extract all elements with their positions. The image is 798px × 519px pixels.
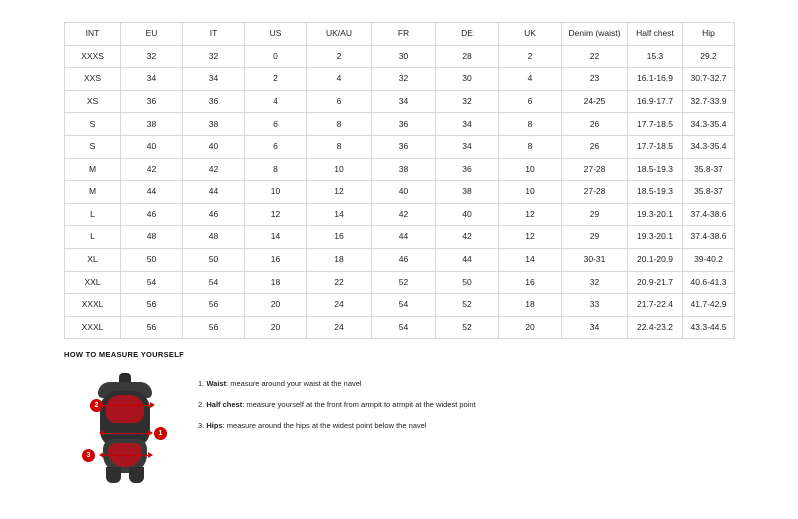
cell-uk: 2 [499, 45, 562, 68]
cell-fr: 44 [372, 226, 436, 249]
measure-instruction-term: Waist [206, 379, 227, 388]
cell-uk: 4 [499, 68, 562, 91]
cell-int: L [65, 203, 121, 226]
cell-it: 40 [183, 135, 245, 158]
cell-it: 36 [183, 90, 245, 113]
hips-arrow-right-icon [148, 452, 153, 458]
mannequin-leg-right [129, 467, 144, 483]
table-row [65, 203, 735, 226]
cell-us: 2 [245, 68, 307, 91]
cell-it: 44 [183, 181, 245, 204]
cell-eu: 46 [121, 203, 183, 226]
measure-instruction-number: 1. [198, 379, 205, 388]
swimsuit-top [106, 395, 144, 423]
size-chart-table [64, 22, 735, 339]
cell-denim: 34 [562, 316, 628, 339]
cell-denim: 29 [562, 203, 628, 226]
cell-half-chest: 22.4-23.2 [628, 316, 683, 339]
column-header-it: IT [183, 23, 245, 46]
table-row [65, 294, 735, 317]
cell-uk: 10 [499, 181, 562, 204]
mannequin-leg-left [106, 467, 121, 483]
measure-instruction-hips [198, 421, 476, 430]
cell-half-chest: 17.7-18.5 [628, 135, 683, 158]
cell-denim: 22 [562, 45, 628, 68]
cell-eu: 40 [121, 135, 183, 158]
cell-hip: 37.4-38.6 [683, 203, 735, 226]
cell-int: XXS [65, 68, 121, 91]
cell-us: 18 [245, 271, 307, 294]
cell-fr: 54 [372, 294, 436, 317]
cell-de: 36 [436, 158, 499, 181]
cell-half-chest: 16.9-17.7 [628, 90, 683, 113]
cell-us: 14 [245, 226, 307, 249]
cell-uk: 14 [499, 248, 562, 271]
measure-badge-1: 1 [154, 427, 167, 440]
cell-half-chest: 21.7-22.4 [628, 294, 683, 317]
column-header-uk-au: UK/AU [307, 23, 372, 46]
table-row [65, 316, 735, 339]
cell-int: S [65, 135, 121, 158]
cell-de: 50 [436, 271, 499, 294]
cell-fr: 54 [372, 316, 436, 339]
cell-it: 56 [183, 316, 245, 339]
cell-eu: 42 [121, 158, 183, 181]
cell-uk-au: 14 [307, 203, 372, 226]
cell-int: XXL [65, 271, 121, 294]
cell-eu: 44 [121, 181, 183, 204]
cell-hip: 34.3-35.4 [683, 113, 735, 136]
table-row [65, 248, 735, 271]
mannequin-illustration [64, 369, 184, 489]
cell-us: 0 [245, 45, 307, 68]
cell-it: 48 [183, 226, 245, 249]
table-row [65, 45, 735, 68]
cell-uk-au: 18 [307, 248, 372, 271]
cell-uk-au: 10 [307, 158, 372, 181]
table-row [65, 90, 735, 113]
cell-denim: 23 [562, 68, 628, 91]
cell-half-chest: 20.9-21.7 [628, 271, 683, 294]
cell-fr: 42 [372, 203, 436, 226]
cell-denim: 32 [562, 271, 628, 294]
cell-half-chest: 15.3 [628, 45, 683, 68]
cell-hip: 39-40.2 [683, 248, 735, 271]
cell-fr: 32 [372, 68, 436, 91]
cell-uk-au: 8 [307, 113, 372, 136]
column-header-hip: Hip [683, 23, 735, 46]
cell-hip: 40.6-41.3 [683, 271, 735, 294]
table-header [65, 23, 735, 46]
how-to-measure-title: HOW TO MEASURE YOURSELF [64, 350, 184, 359]
cell-half-chest: 20.1-20.9 [628, 248, 683, 271]
cell-int: L [65, 226, 121, 249]
cell-eu: 56 [121, 294, 183, 317]
column-header-us: US [245, 23, 307, 46]
table-header-row [65, 23, 735, 46]
cell-uk-au: 12 [307, 181, 372, 204]
cell-de: 28 [436, 45, 499, 68]
cell-uk: 6 [499, 90, 562, 113]
table-row [65, 68, 735, 91]
measure-instruction-text: : measure around the hips at the widest point below the navel [222, 421, 427, 430]
cell-us: 12 [245, 203, 307, 226]
cell-de: 40 [436, 203, 499, 226]
cell-de: 52 [436, 294, 499, 317]
cell-de: 38 [436, 181, 499, 204]
cell-us: 20 [245, 294, 307, 317]
cell-denim: 29 [562, 226, 628, 249]
cell-uk-au: 6 [307, 90, 372, 113]
cell-half-chest: 19.3-20.1 [628, 226, 683, 249]
cell-fr: 30 [372, 45, 436, 68]
cell-de: 34 [436, 113, 499, 136]
cell-us: 16 [245, 248, 307, 271]
cell-de: 44 [436, 248, 499, 271]
cell-uk: 8 [499, 113, 562, 136]
half-chest-arrow-right-icon [150, 402, 155, 408]
cell-uk-au: 24 [307, 316, 372, 339]
cell-int: XXXL [65, 294, 121, 317]
cell-eu: 38 [121, 113, 183, 136]
cell-it: 38 [183, 113, 245, 136]
measure-instruction-half-chest [198, 400, 476, 409]
cell-uk-au: 22 [307, 271, 372, 294]
cell-uk-au: 24 [307, 294, 372, 317]
cell-denim: 27-28 [562, 158, 628, 181]
cell-int: M [65, 158, 121, 181]
cell-hip: 37.4-38.6 [683, 226, 735, 249]
cell-us: 8 [245, 158, 307, 181]
cell-int: XS [65, 90, 121, 113]
cell-uk-au: 8 [307, 135, 372, 158]
cell-int: S [65, 113, 121, 136]
cell-it: 56 [183, 294, 245, 317]
cell-denim: 33 [562, 294, 628, 317]
cell-denim: 26 [562, 113, 628, 136]
cell-it: 46 [183, 203, 245, 226]
cell-eu: 56 [121, 316, 183, 339]
cell-hip: 32.7-33.9 [683, 90, 735, 113]
cell-hip: 35.8-37 [683, 158, 735, 181]
half-chest-measure-line [102, 405, 150, 406]
cell-de: 52 [436, 316, 499, 339]
hips-measure-line [104, 455, 148, 456]
table-row [65, 158, 735, 181]
cell-it: 54 [183, 271, 245, 294]
measure-instruction-term: Hips [206, 421, 223, 430]
waist-arrow-right-icon [148, 430, 153, 436]
cell-half-chest: 19.3-20.1 [628, 203, 683, 226]
cell-int: XXXL [65, 316, 121, 339]
cell-uk-au: 2 [307, 45, 372, 68]
cell-us: 4 [245, 90, 307, 113]
cell-de: 42 [436, 226, 499, 249]
column-header-uk: UK [499, 23, 562, 46]
cell-eu: 54 [121, 271, 183, 294]
cell-us: 6 [245, 113, 307, 136]
how-to-measure-body [64, 369, 734, 489]
table-row [65, 271, 735, 294]
measure-instruction-number: 3. [198, 421, 205, 430]
cell-it: 32 [183, 45, 245, 68]
size-chart-table-container [64, 22, 734, 339]
cell-hip: 41.7-42.9 [683, 294, 735, 317]
cell-half-chest: 18.5-19.3 [628, 158, 683, 181]
cell-eu: 32 [121, 45, 183, 68]
cell-us: 20 [245, 316, 307, 339]
cell-uk: 10 [499, 158, 562, 181]
measure-instruction-text: : measure around your waist at the navel [226, 379, 362, 388]
cell-eu: 36 [121, 90, 183, 113]
cell-half-chest: 16.1-16.9 [628, 68, 683, 91]
cell-de: 32 [436, 90, 499, 113]
column-header-half-chest: Half chest [628, 23, 683, 46]
cell-us: 10 [245, 181, 307, 204]
waist-arrow-left-icon [99, 430, 104, 436]
table-row [65, 226, 735, 249]
cell-denim: 27-28 [562, 181, 628, 204]
cell-denim: 26 [562, 135, 628, 158]
cell-fr: 34 [372, 90, 436, 113]
column-header-fr: FR [372, 23, 436, 46]
cell-uk: 20 [499, 316, 562, 339]
cell-fr: 52 [372, 271, 436, 294]
cell-fr: 36 [372, 135, 436, 158]
cell-half-chest: 17.7-18.5 [628, 113, 683, 136]
measure-instruction-term: Half chest [206, 400, 243, 409]
cell-uk: 18 [499, 294, 562, 317]
cell-fr: 38 [372, 158, 436, 181]
cell-de: 34 [436, 135, 499, 158]
hips-arrow-left-icon [99, 452, 104, 458]
cell-eu: 48 [121, 226, 183, 249]
cell-int: XXXS [65, 45, 121, 68]
cell-uk: 12 [499, 203, 562, 226]
cell-eu: 50 [121, 248, 183, 271]
cell-uk-au: 4 [307, 68, 372, 91]
cell-fr: 40 [372, 181, 436, 204]
cell-it: 34 [183, 68, 245, 91]
cell-it: 50 [183, 248, 245, 271]
cell-denim: 24-25 [562, 90, 628, 113]
cell-fr: 46 [372, 248, 436, 271]
cell-hip: 43.3-44.5 [683, 316, 735, 339]
cell-hip: 34.3-35.4 [683, 135, 735, 158]
cell-hip: 30.7-32.7 [683, 68, 735, 91]
table-body [65, 45, 735, 339]
cell-int: XL [65, 248, 121, 271]
cell-fr: 36 [372, 113, 436, 136]
table-row [65, 113, 735, 136]
cell-it: 42 [183, 158, 245, 181]
waist-measure-line [104, 433, 148, 434]
measure-badge-2: 2 [90, 399, 103, 412]
column-header-int: INT [65, 23, 121, 46]
table-row [65, 135, 735, 158]
how-to-measure-section [64, 350, 734, 489]
cell-uk: 16 [499, 271, 562, 294]
column-header-eu: EU [121, 23, 183, 46]
column-header-de: DE [436, 23, 499, 46]
table-row [65, 181, 735, 204]
cell-half-chest: 18.5-19.3 [628, 181, 683, 204]
cell-hip: 35.8-37 [683, 181, 735, 204]
cell-eu: 34 [121, 68, 183, 91]
cell-uk-au: 16 [307, 226, 372, 249]
cell-int: M [65, 181, 121, 204]
measure-instruction-number: 2. [198, 400, 205, 409]
column-header-denim-waist: Denim (waist) [562, 23, 628, 46]
cell-de: 30 [436, 68, 499, 91]
cell-uk: 12 [499, 226, 562, 249]
measure-instruction-text: : measure yourself at the front from armpit to armpit at the widest point [242, 400, 476, 409]
measure-instructions-list [198, 369, 476, 442]
measure-badge-3: 3 [82, 449, 95, 462]
measure-instruction-waist [198, 379, 476, 388]
cell-uk: 8 [499, 135, 562, 158]
cell-denim: 30-31 [562, 248, 628, 271]
cell-hip: 29.2 [683, 45, 735, 68]
cell-us: 6 [245, 135, 307, 158]
